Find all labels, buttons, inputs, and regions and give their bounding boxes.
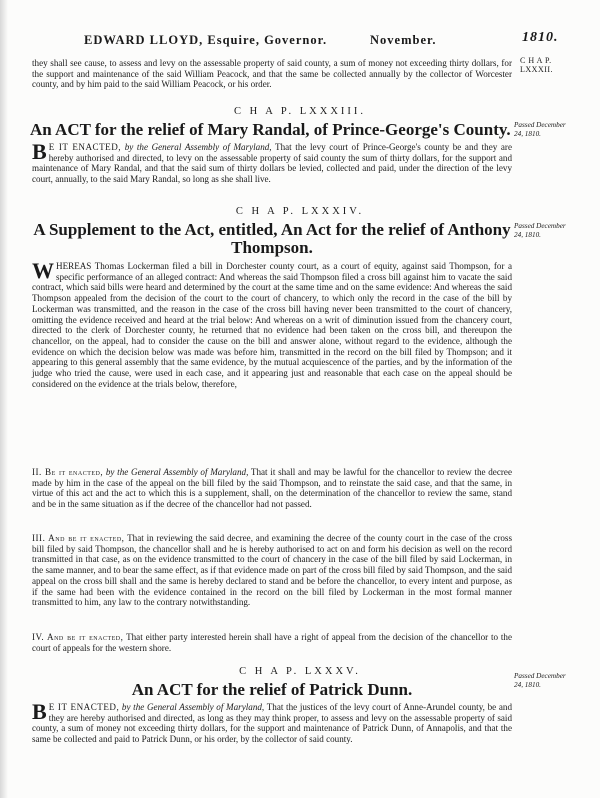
section-lead: III. And be it enacted,: [32, 533, 125, 543]
header-month: November.: [370, 33, 437, 47]
enacting-authority: by the General Assembly of Maryland,: [121, 702, 265, 712]
section-lead: IV. And be it enacted,: [32, 632, 124, 642]
dropcap: B: [32, 139, 47, 164]
act-title-patrick-dunn: An ACT for the relief of Patrick Dunn.: [131, 680, 413, 699]
chap-heading-lxxxv: C H A P. LXXXV.: [239, 666, 361, 677]
preamble-paragraph: [32, 258, 512, 389]
act-title-mary-randal: An ACT for the relief of Mary Randal, of Prince-George's County.: [30, 120, 511, 139]
act-title-thompson: A Supplement to the Act, entitled, An Act for the relief of Anthony Thompson.: [33, 220, 511, 257]
enacting-clause: E IT ENACTED,: [48, 702, 120, 712]
section-body: That it shall and may be lawful for the chancellor to review the decree made by him in the case of the appeal on the bill filed by the said Thompson, and to reinstate the said case, and that the same, in virtue of this act and the act to which this is a supplement, shall, on the determination of the chancellor to review the same, stand and be in the same situation as if the decree of the chancellor had not passed.: [32, 467, 512, 510]
section-iv: [32, 632, 512, 653]
header-year: 1810.: [522, 30, 559, 45]
act-body-text: That the justices of the levy court of Anne-Arundel county, be and they are hereby authorised and directed, as long as they may think proper, to assess and levy on the assessable property of said county, a sum of money not exceeding thirty dollars, for the support and maintenance of Patrick Dunn, of Annapolis, and that the same be collected and paid to Patrick Dunn, or his order, by the collector of said county.: [32, 702, 512, 745]
dropcap: B: [32, 699, 47, 724]
section-body: That either party interested herein shall have a right of appeal from the decision of the chancellor to the court of appeals for the western shore.: [32, 632, 513, 653]
page-edge-shadow: [0, 0, 8, 798]
passed-date-lxxxiv: Passed December 24, 1810.: [514, 222, 566, 239]
passed-date-lxxxv: Passed December 24, 1810.: [514, 672, 566, 689]
section-iii: [32, 533, 512, 608]
enacting-clause: E IT ENACTED,: [48, 142, 122, 152]
margin-chap-lxxxii: C H A P. LXXXII.: [520, 56, 554, 74]
header-governor: EDWARD LLOYD, Esquire, Governor.: [84, 33, 328, 47]
preamble-text: HEREAS Thomas Lockerman filed a bill in Dorchester county court, as a court of equity, against said Thompson, for a specific performance of an alleged contract: And whereas the said Thompson filed a cross bill against him to vacate the said contract, which said bills were heard and determined by the court at the same time and on the same evidence: And whereas the said Thompson appealed from the decision of the court to the court of chancery, to which only the record in the case of the bill by Lockerman was transmitted, and the reason in the case of the cross bill having never been transmitted to the court of chancery, omitting the evidence received and heard at the trial below: And whereas on a writ of diminution issued from the chancery court, directed to the clerk of Dorchester county, he returned that no evidence had been taken on the cross bill, and thereupon the chancellor, on the appeal, had to consider the cause on the bill and answer alone, without regard to the evidence, although the evidence on which the decision below was made was before him, transmitted in the record on the bill filed by Thompson; and it appearing to this general assembly that the same evidence, by the mutual acquiescence of the parties, and by the information of the judge who tried the cause, were used in each case, and it appearing just and reasonable that each case on the appeal should be considered on the evidence at the trials below, therefore,: [32, 261, 512, 389]
section-ii: [32, 467, 512, 510]
act-body-mary-randal: [32, 139, 512, 185]
section-authority: by the General Assembly of Maryland,: [105, 467, 249, 477]
chap-heading-lxxxiv: C H A P. LXXXIV.: [235, 206, 365, 217]
section-lead: II. Be it enacted,: [32, 467, 104, 477]
enacting-authority: by the General Assembly of Maryland,: [124, 142, 272, 152]
dropcap: W: [32, 258, 54, 283]
running-header: [40, 30, 560, 50]
act-body-patrick-dunn: [32, 699, 512, 745]
passed-date-lxxxiii: Passed December 24, 1810.: [514, 121, 566, 138]
act-body-text: That the levy court of Prince-George's county be and they are hereby authorised and directed, to levy on the assessable property of said county the sum of thirty dollars, for the support and maintenance of Mary Randal, and that the said sum of thirty dollars be levied, collected and paid, under the direction of the levy court, annually, to the said Mary Randal, so long as she shall live.: [32, 142, 512, 185]
section-body: That in reviewing the said decree, and examining the decree of the county court in the case of the cross bill filed by said Thompson, the chancellor shall and he is hereby authorised to act on and form his decision as well on the record transmitted in that case, as on the evidence transmitted to the court of chancery in the case of the bill filed by said Lockerman, in the same manner, and to bear the same effect, as if that evidence made on part of the cross bill filed by said Thompson, and the said appeal on the cross bill shall and the same is hereby declared to stand and be before the chancellor, to every intent and purpose, as if the same had been with the evidence contained in the record on the bill filed by Lockerman in the most formal manner transmitted to him, any law to the contrary notwithstanding.: [32, 533, 513, 608]
intro-paragraph: they shall see cause, to assess and levy on the assessable property of said county, a sum of money not exceeding thirty dollars, for the support and maintenance of the said William Peacock, and that the same be collected annually by the collector of Worcester county, and by him paid to the said William Peacock, or his order.: [32, 58, 512, 90]
chap-heading-lxxxiii: C H A P. LXXXIII.: [233, 106, 367, 117]
